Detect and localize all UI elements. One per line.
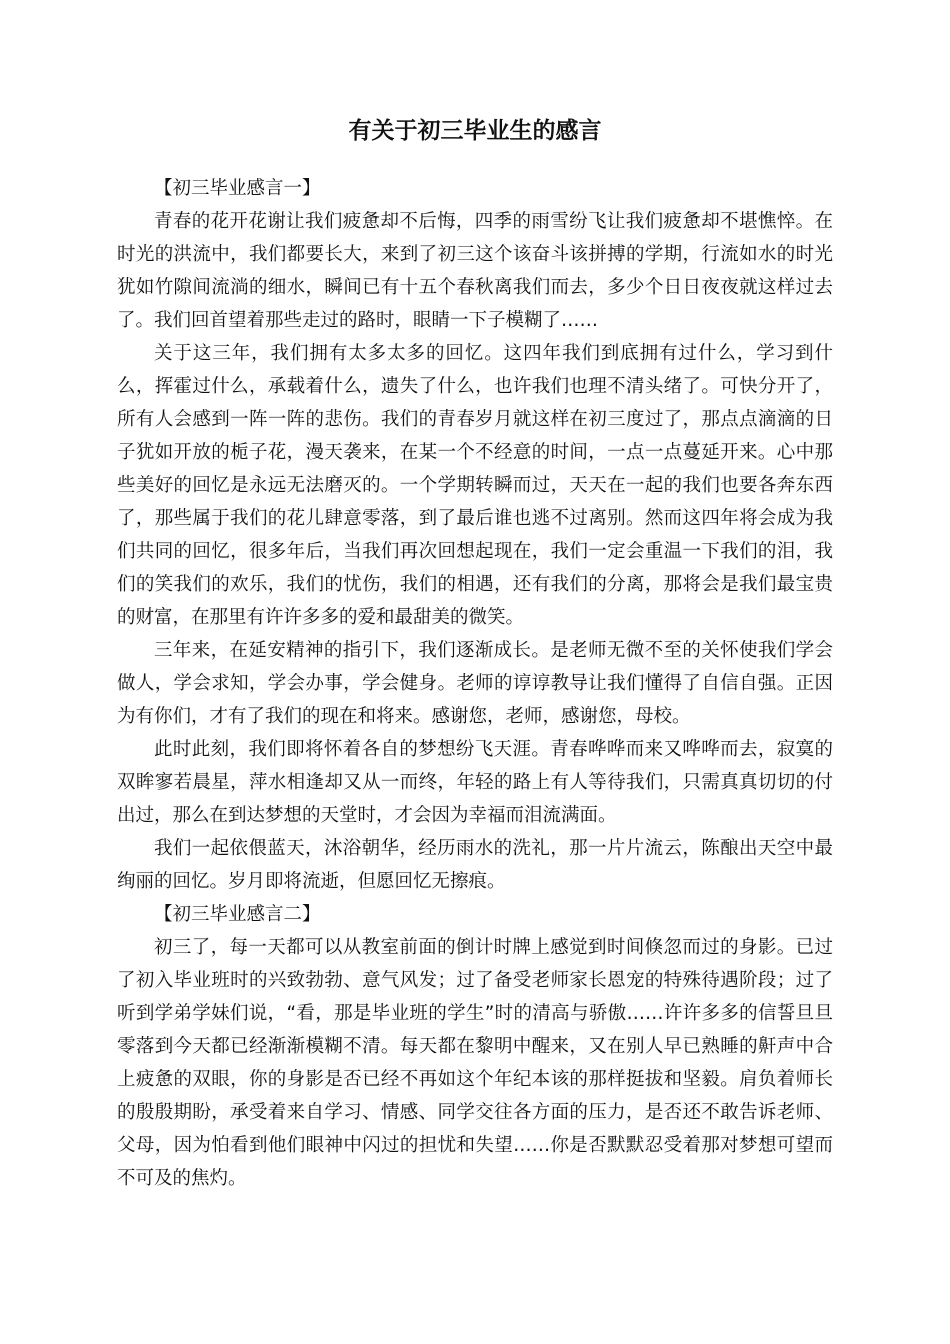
paragraph: 关于这三年，我们拥有太多太多的回忆。这四年我们到底拥有过什么，学习到什么，挥霍过什么，承载着什么，遗失了什么，也许我们也理不清头绪了。可快分开了，所有人会感到一阵一阵的悲伤。我们的青春岁月就这样在初三度过了，那点点滴滴的日子犹如开放的栀子花，漫天袭来，在某一个不经意的时间，一点一点蔓延开来。心中那些美好的回忆是永远无法磨灭的。一个学期转瞬而过，天天在一起的我们也要各奔东西了，那些属于我们的花儿肆意零落，到了最后谁也逃不过离别。然而这四年将会成为我们共同的回忆，很多年后，当我们再次回想起现在，我们一定会重温一下我们的泪，我们的笑我们的欢乐，我们的忧伤，我们的相遇，还有我们的分离，那将会是我们最宝贵的财富，在那里有许许多多的爱和最甜美的微笑。 [117,343,833,628]
paragraph: 初三了，每一天都可以从教室前面的倒计时牌上感觉到时间倏忽而过的身影。已过了初入毕业班时的兴致勃勃、意气风发；过了备受老师家长恩宠的特殊待遇阶段；过了听到学弟学妹们说，“看，那是毕业班的学生”时的清高与骄傲……许许多多的信誓旦旦零落到今天都已经渐渐模糊不清。每天都在黎明中醒来，又在别人早已熟睡的鼾声中合上疲惫的双眼，你的身影是否已经不再如这个年纪本该的那样挺拔和坚毅。肩负着师长的殷殷期盼，承受着来自学习、情感、同学交往各方面的压力，是否还不敢告诉老师、父母，因为怕看到他们眼神中闪过的担忧和失望……你是否默默忍受着那对梦想可望而不可及的焦灼。 [117,937,833,1189]
paragraph: 我们一起依偎蓝天，沐浴朝华，经历雨水的洗礼，那一片片流云，陈酿出天空中最绚丽的回忆。岁月即将流逝，但愿回忆无擦痕。 [117,838,833,892]
paragraph: 青春的花开花谢让我们疲惫却不后悔，四季的雨雪纷飞让我们疲惫却不堪憔悴。在时光的洪流中，我们都要长大，来到了初三这个该奋斗该拼搏的学期，行流如水的时光犹如竹隙间流淌的细水，瞬间已有十五个春秋离我们而去，多少个日日夜夜就这样过去了。我们回首望着那些走过的路时，眼睛一下子模糊了…… [117,211,833,331]
document-body [117,172,833,1195]
section-1 [117,172,833,898]
section-heading: 【初三毕业感言一】 [154,178,321,199]
document-title: 有关于初三毕业生的感言 [348,118,602,144]
paragraph: 此时此刻，我们即将怀着各自的梦想纷飞天涯。青春哗哗而来又哗哗而去，寂寞的双眸寥若晨星，萍水相逢却又从一而终，年轻的路上有人等待我们，只需真真切切的付出过，那么在到达梦想的天堂时，才会因为幸福而泪流满面。 [117,739,833,826]
section-2 [117,898,833,1195]
section-heading: 【初三毕业感言二】 [154,904,321,925]
paragraph: 三年来，在延安精神的指引下，我们逐渐成长。是老师无微不至的关怀使我们学会做人，学会求知，学会办事，学会健身。老师的谆谆教导让我们懂得了自信自强。正因为有你们，才有了我们的现在和将来。感谢您，老师，感谢您，母校。 [117,640,833,727]
